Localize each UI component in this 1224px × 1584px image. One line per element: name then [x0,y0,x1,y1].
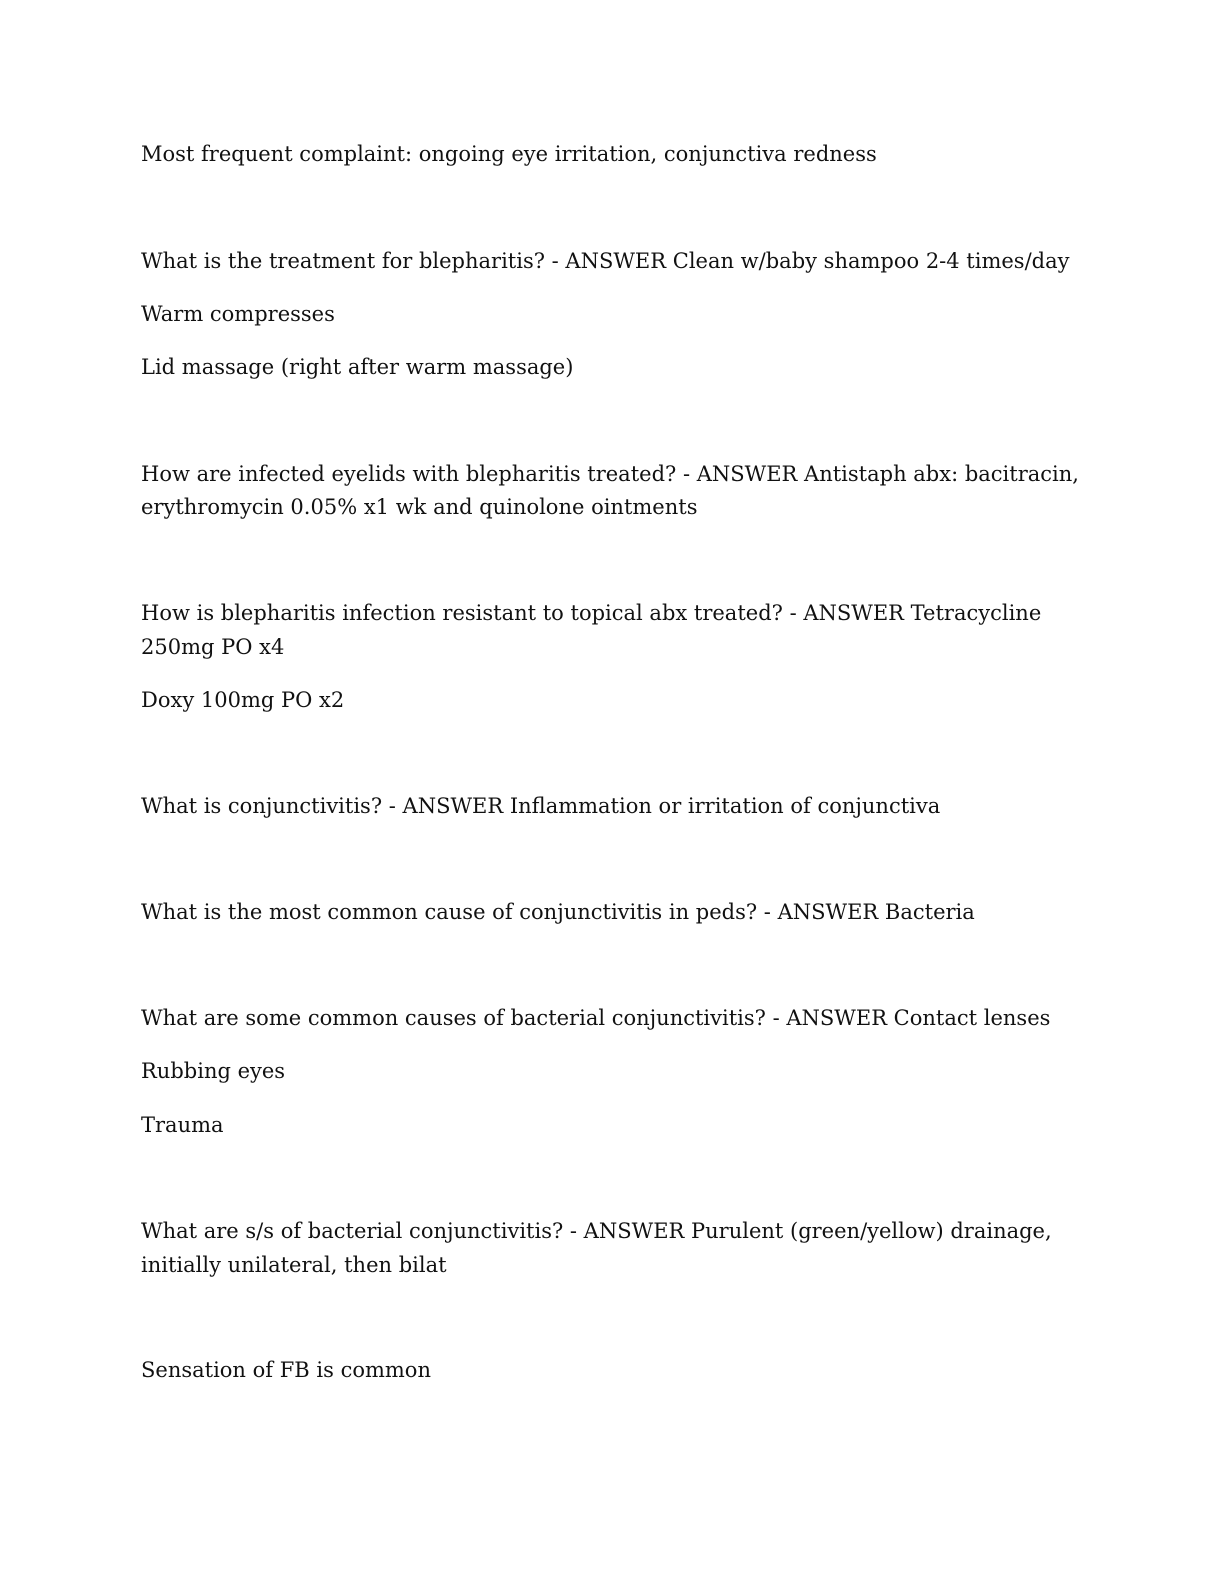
text-line-conjunctivitis-definition: What is conjunctivitis? - ANSWER Inflammation or irritation of conjunctiva [141,794,941,818]
text-line-doxy-dose: Doxy 100mg PO x2 [141,688,345,712]
text-line-infected-eyelids-answer: erythromycin 0.05% x1 wk and quinolone ointments [141,495,698,519]
text-line-bacterial-causes: What are some common causes of bacterial conjunctivitis? - ANSWER Contact lenses [141,1006,1051,1030]
text-line-blepharitis-treatment: What is the treatment for blepharitis? - ANSWER Clean w/baby shampoo 2-4 times/day [141,249,1070,273]
text-line-complaint: Most frequent complaint: ongoing eye irritation, conjunctiva redness [141,142,877,166]
text-line-peds-cause: What is the most common cause of conjunctivitis in peds? - ANSWER Bacteria [141,900,975,924]
text-line-bacterial-signs-continued: initially unilateral, then bilat [141,1253,447,1277]
text-line-warm-compresses: Warm compresses [141,302,335,326]
text-line-trauma: Trauma [141,1113,224,1137]
text-line-bacterial-signs-question: What are s/s of bacterial conjunctivitis? - ANSWER Purulent (green/yellow) drainage, [141,1219,1052,1243]
text-line-infected-eyelids-question: How are infected eyelids with blepharitis treated? - ANSWER Antistaph abx: bacitracin, [141,462,1079,486]
text-line-fb-sensation: Sensation of FB is common [141,1358,431,1382]
text-line-lid-massage: Lid massage (right after warm massage) [141,355,574,379]
text-line-resistant-question: How is blepharitis infection resistant to topical abx treated? - ANSWER Tetracycline [141,601,1042,625]
text-line-tetracycline-dose: 250mg PO x4 [141,635,285,659]
text-line-rubbing-eyes: Rubbing eyes [141,1059,286,1083]
